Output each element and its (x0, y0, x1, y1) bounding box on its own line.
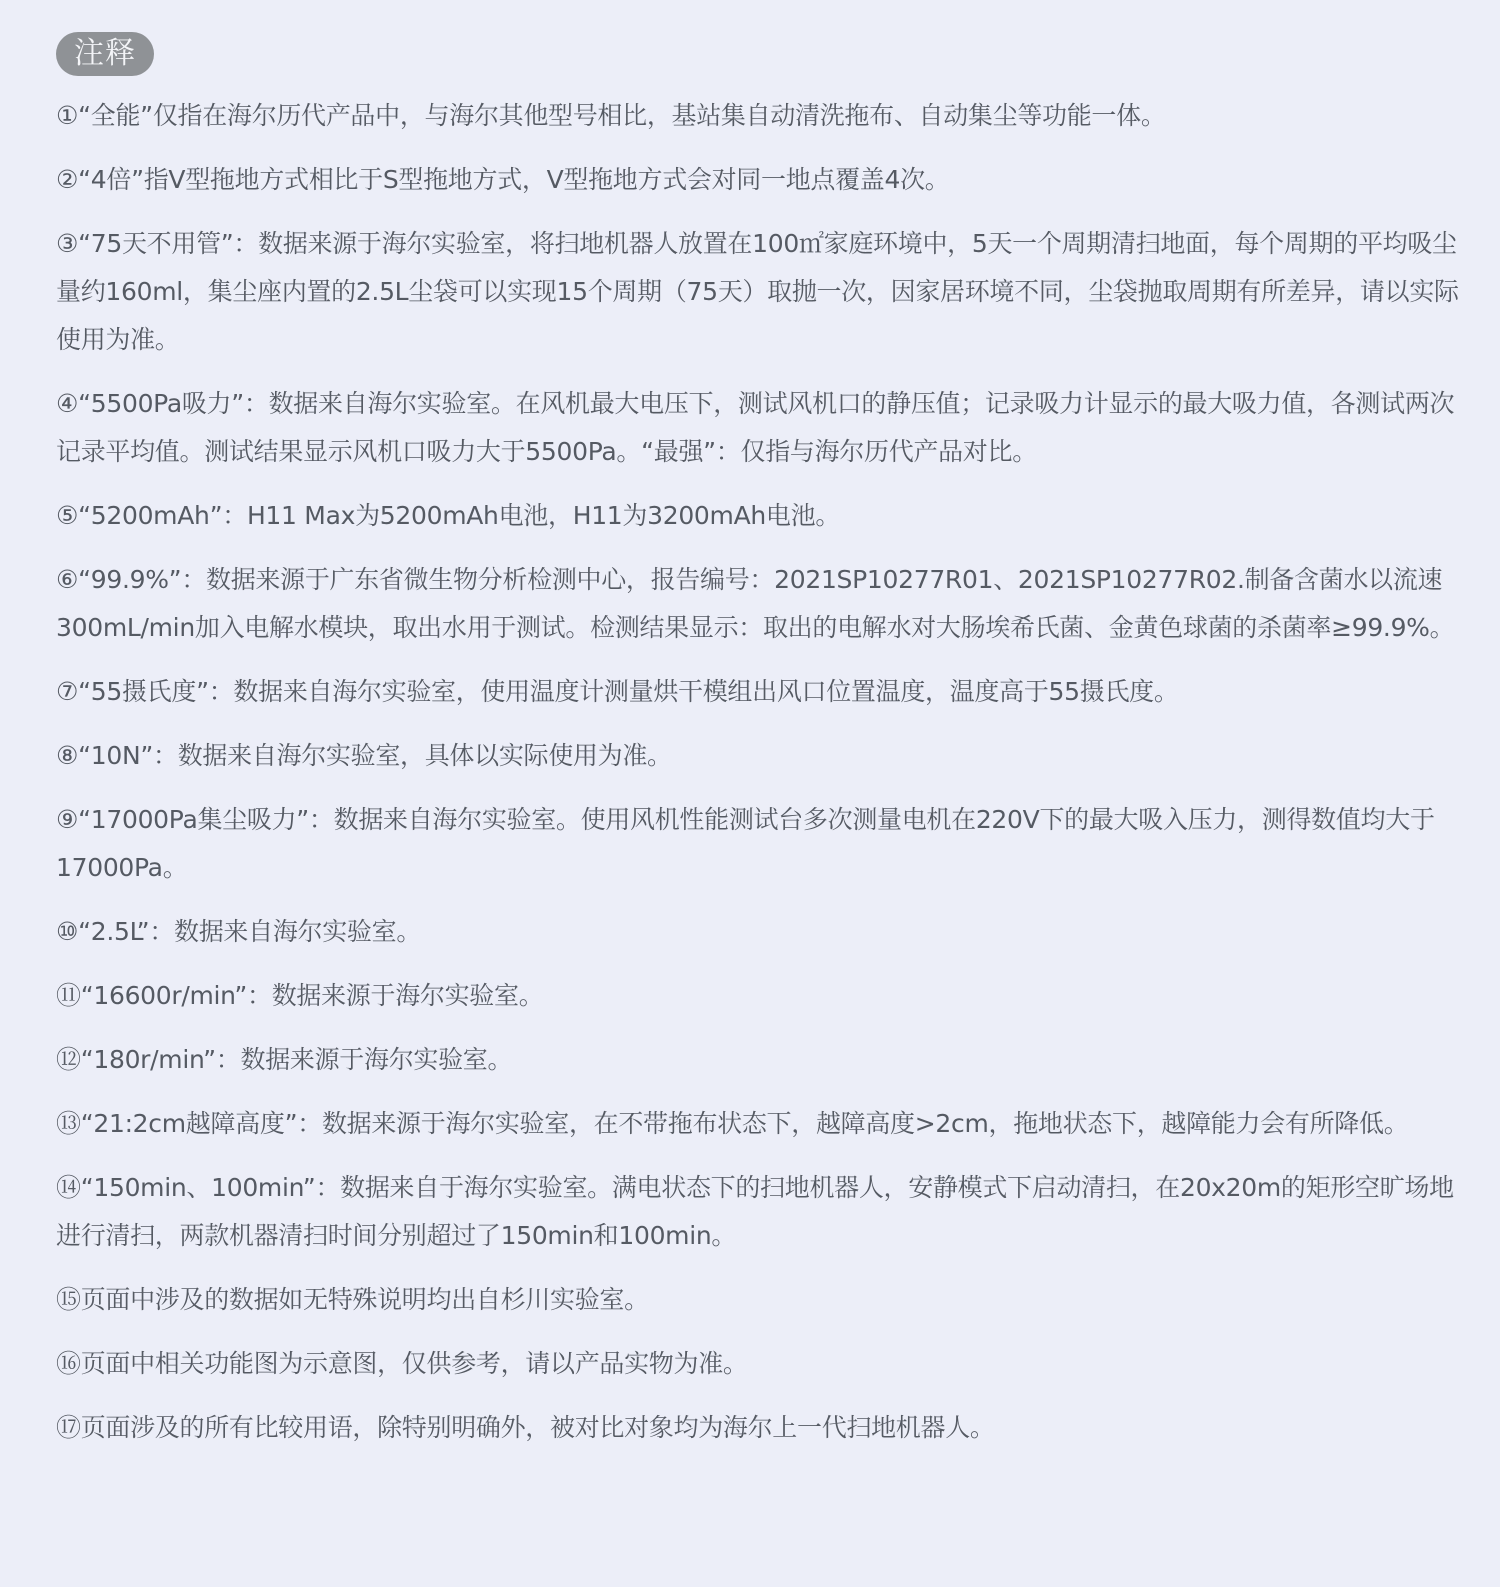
note-item: ⑬“21:2cm越障高度”：数据来源于海尔实验室，在不带拖布状态下，越障高度>2cm，拖地状态下，越障能力会有所降低。 (56, 1109, 1409, 1138)
note-item: ⑰页面涉及的所有比较用语，除特别明确外，被对比对象均为海尔上一代扫地机器人。 (56, 1413, 995, 1442)
note-item: ②“4倍”指V型拖地方式相比于S型拖地方式，V型拖地方式会对同一地点覆盖4次。 (56, 165, 950, 194)
note-item: ④“5500Pa吸力”：数据来自海尔实验室。在风机最大电压下，测试风机口的静压值；记录吸力计显示的最大吸力值，各测试两次记录平均值。测试结果显示风机口吸力大于5500Pa。“最强”：仅指与海尔历代产品对比。 (56, 389, 1455, 466)
note-item: ⑨“17000Pa集尘吸力”：数据来自海尔实验室。使用风机性能测试台多次测量电机在220V下的最大吸入压力，测得数值均大于17000Pa。 (56, 805, 1435, 882)
note-item: ⑩“2.5L”：数据来自海尔实验室。 (56, 917, 422, 946)
note-item: ⑥“99.9%”：数据来源于广东省微生物分析检测中心，报告编号：2021SP10277R01、2021SP10277R02.制备含菌水以流速300mL/min加入电解水模块，取出水用于测试。检测结果显示：取出的电解水对大肠埃希氏菌、金黄色球菌的杀菌率≥99.9%。 (56, 565, 1455, 642)
note-item: ③“75天不用管”：数据来源于海尔实验室，将扫地机器人放置在100㎡家庭环境中，5天一个周期清扫地面，每个周期的平均吸尘量约160ml，集尘座内置的2.5L尘袋可以实现15个周期（75天）取抛一次，因家居环境不同，尘袋抛取周期有所差异，请以实际使用为准。 (56, 229, 1459, 354)
notes-header-badge: 注释 (56, 32, 154, 76)
note-item: ⑤“5200mAh”：H11 Max为5200mAh电池，H11为3200mAh电池。 (56, 501, 841, 530)
note-item: ⑮页面中涉及的数据如无特殊说明均出自杉川实验室。 (56, 1285, 649, 1314)
note-item: ⑧“10N”：数据来自海尔实验室，具体以实际使用为准。 (56, 741, 672, 770)
note-item: ①“全能”仅指在海尔历代产品中，与海尔其他型号相比，基站集自动清洗拖布、自动集尘等功能一体。 (56, 101, 1166, 130)
note-item: ⑫“180r/min”：数据来源于海尔实验室。 (56, 1045, 513, 1074)
note-item: ⑦“55摄氏度”：数据来自海尔实验室，使用温度计测量烘干模组出风口位置温度，温度高于55摄氏度。 (56, 677, 1179, 706)
note-item: ⑭“150min、100min”：数据来自于海尔实验室。满电状态下的扫地机器人，安静模式下启动清扫，在20x20m的矩形空旷场地进行清扫，两款机器清扫时间分别超过了150min和100min。 (56, 1173, 1454, 1250)
note-item: ⑯页面中相关功能图为示意图，仅供参考，请以产品实物为准。 (56, 1349, 748, 1378)
notes-list (56, 92, 1460, 1452)
note-item: ⑪“16600r/min”：数据来源于海尔实验室。 (56, 981, 544, 1010)
